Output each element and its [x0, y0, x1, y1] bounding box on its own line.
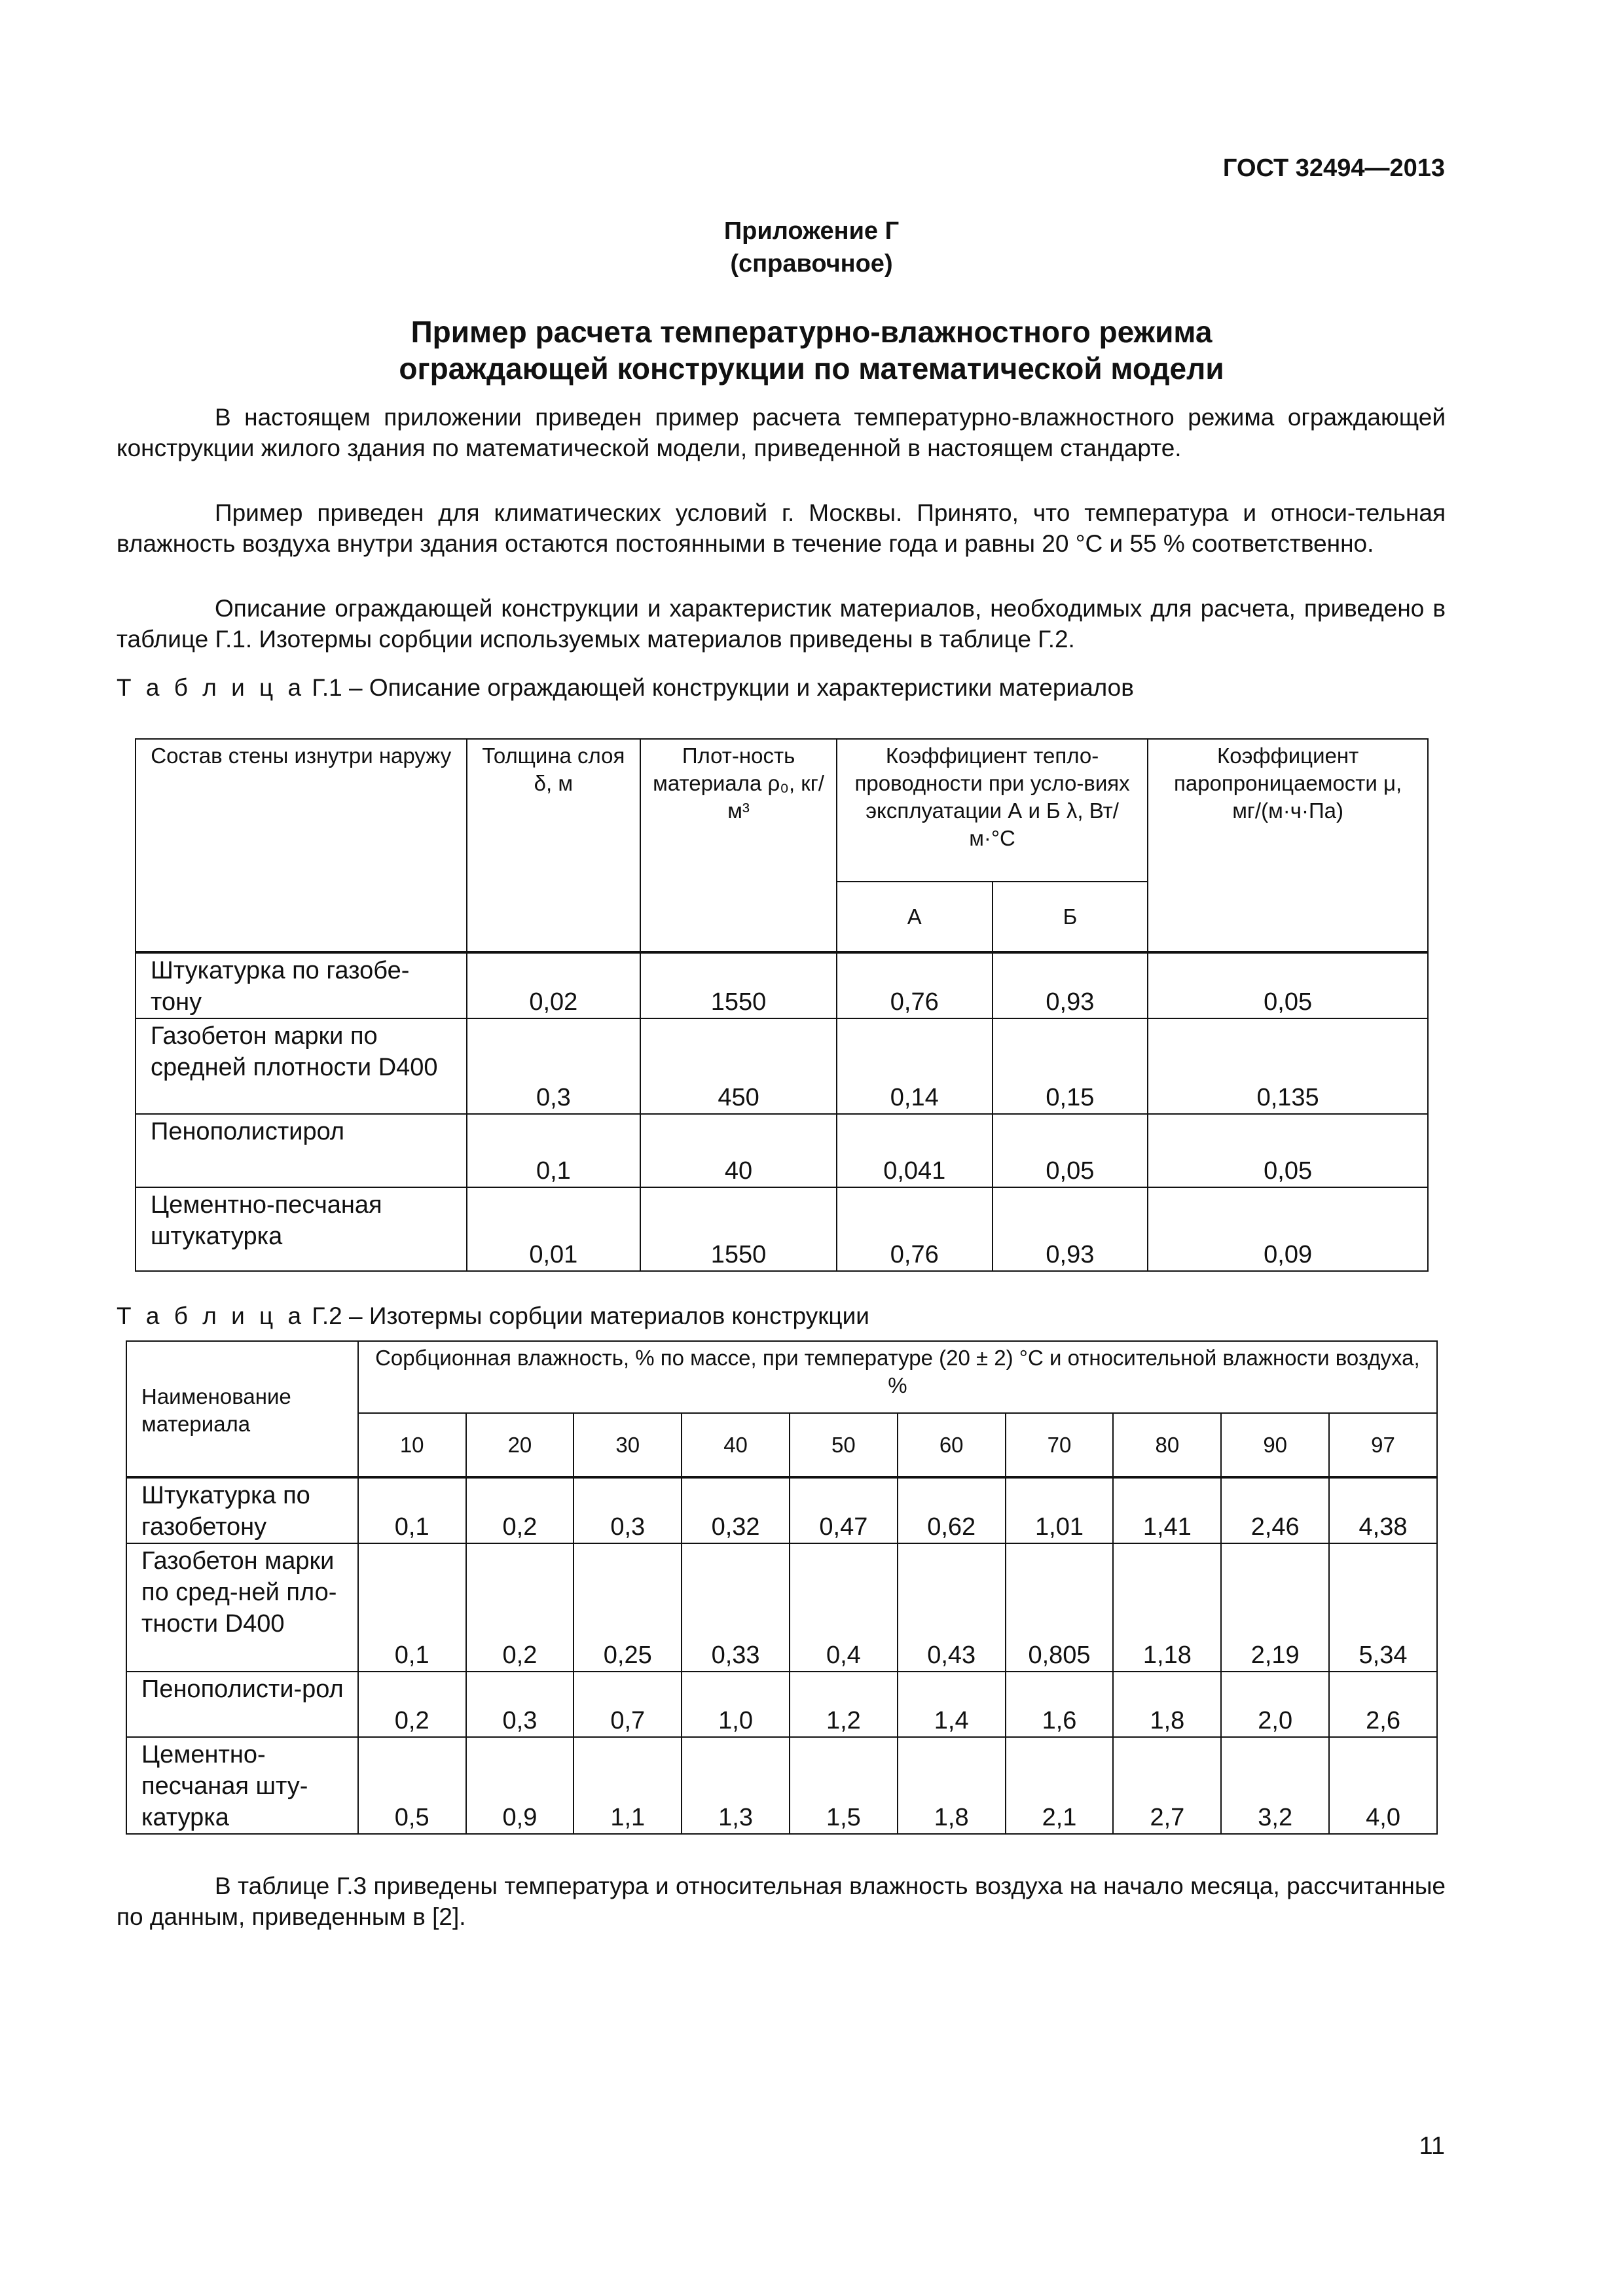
cell-sorption: 2,1: [1006, 1737, 1114, 1834]
header-humidity-60: 60: [898, 1413, 1006, 1477]
cell-lambda-a: 0,041: [837, 1114, 993, 1187]
cell-thickness: 0,01: [467, 1187, 641, 1271]
paragraph-2: Пример приведен для климатических условий г. Москвы. Принято, что температура и относи-тельная влажность воздуха внутри здания остаются постоянными в течение года и равны 20 °С и 55 % соответственно.: [117, 499, 1446, 557]
header-humidity-97: 97: [1329, 1413, 1437, 1477]
header-humidity-70: 70: [1006, 1413, 1114, 1477]
page-number: 11: [1419, 2132, 1445, 2160]
table-row: [126, 1477, 1437, 1543]
table-row: [136, 1187, 1428, 1271]
row-material: Пенополистирол: [136, 1114, 467, 1187]
cell-density: 450: [640, 1018, 837, 1114]
cell-sorption: 1,18: [1113, 1543, 1221, 1672]
cell-thickness: 0,3: [467, 1018, 641, 1114]
cell-thickness: 0,1: [467, 1114, 641, 1187]
cell-sorption: 1,4: [898, 1672, 1006, 1737]
cell-sorption: 0,805: [1006, 1543, 1114, 1672]
header-density: Плот-ность материала ρ₀, кг/м³: [640, 739, 837, 952]
cell-lambda-a: 0,76: [837, 952, 993, 1018]
appendix-label: Приложение Г: [723, 217, 900, 245]
cell-sorption: 0,2: [466, 1477, 574, 1543]
cell-lambda-a: 0,76: [837, 1187, 993, 1271]
cell-permeability: 0,05: [1148, 952, 1428, 1018]
cell-lambda-b: 0,15: [993, 1018, 1148, 1114]
cell-sorption: 0,43: [898, 1543, 1006, 1672]
row-material: Газобетон марки по сред-ней пло-тности D400: [126, 1543, 358, 1672]
header-thickness: Толщина слоя δ, м: [467, 739, 641, 952]
header-humidity-30: 30: [574, 1413, 682, 1477]
cell-sorption: 0,33: [682, 1543, 790, 1672]
cell-sorption: 2,7: [1113, 1737, 1221, 1834]
cell-sorption: 0,3: [574, 1477, 682, 1543]
table-row: [136, 952, 1428, 1018]
row-material: Пенополисти-рол: [126, 1672, 358, 1737]
cell-density: 1550: [640, 952, 837, 1018]
document-code: ГОСТ 32494—2013: [1222, 154, 1445, 182]
table-row: [126, 1672, 1437, 1737]
table-row: [136, 1114, 1428, 1187]
header-composition: Состав стены изнутри наружу: [136, 739, 467, 952]
cell-sorption: 1,5: [790, 1737, 898, 1834]
header-humidity-90: 90: [1221, 1413, 1329, 1477]
table1-caption: [117, 674, 1134, 702]
cell-sorption: 0,25: [574, 1543, 682, 1672]
cell-sorption: 0,2: [466, 1543, 574, 1672]
table-row: [136, 1018, 1428, 1114]
cell-sorption: 2,6: [1329, 1672, 1437, 1737]
header-humidity-20: 20: [466, 1413, 574, 1477]
table-row: [126, 1737, 1437, 1834]
table1-caption-text: Г.1 – Описание ограждающей конструкции и характеристики материалов: [305, 674, 1134, 701]
cell-sorption: 0,7: [574, 1672, 682, 1737]
appendix-type: (справочное): [730, 250, 893, 278]
cell-lambda-b: 0,05: [993, 1114, 1148, 1187]
title-line-2: ограждающей конструкции по математической модели: [399, 351, 1224, 386]
cell-sorption: 0,4: [790, 1543, 898, 1672]
cell-sorption: 0,1: [358, 1543, 466, 1672]
header-humidity-50: 50: [790, 1413, 898, 1477]
cell-density: 1550: [640, 1187, 837, 1271]
cell-sorption: 0,9: [466, 1737, 574, 1834]
cell-sorption: 1,0: [682, 1672, 790, 1737]
cell-sorption: 1,41: [1113, 1477, 1221, 1543]
cell-thickness: 0,02: [467, 952, 641, 1018]
cell-lambda-a: 0,14: [837, 1018, 993, 1114]
table-sorption: [126, 1340, 1438, 1835]
cell-sorption: 0,47: [790, 1477, 898, 1543]
cell-sorption: 1,8: [898, 1737, 1006, 1834]
row-material: Цементно-песчаная шту-катурка: [126, 1737, 358, 1834]
table1-caption-prefix: Т а б л и ц а: [117, 674, 306, 701]
cell-permeability: 0,05: [1148, 1114, 1428, 1187]
cell-lambda-b: 0,93: [993, 1187, 1148, 1271]
cell-sorption: 2,0: [1221, 1672, 1329, 1737]
table2-caption: [117, 1302, 869, 1330]
cell-sorption: 0,5: [358, 1737, 466, 1834]
header-material: Наименование материала: [126, 1341, 358, 1477]
cell-sorption: 2,19: [1221, 1543, 1329, 1672]
row-material: Штукатурка по газобетону: [126, 1477, 358, 1543]
paragraph-3: Описание ограждающей конструкции и характеристик материалов, необходимых для расчета, приведено в таблице Г.1. Изотермы сорбции используемых материалов приведены в таблице Г.2.: [117, 595, 1446, 653]
row-material: Газобетон марки по средней плотности D400: [136, 1018, 467, 1114]
cell-sorption: 0,62: [898, 1477, 1006, 1543]
cell-sorption: 2,46: [1221, 1477, 1329, 1543]
paragraph-1: В настоящем приложении приведен пример расчета температурно-влажностного режима ограждающей конструкции жилого здания по математической модели, приведенной в настоящем стандарте.: [117, 404, 1446, 461]
header-sorption-group: Сорбционная влажность, % по массе, при температуре (20 ± 2) °С и относительной влажности воздуха, %: [358, 1341, 1437, 1413]
cell-sorption: 1,2: [790, 1672, 898, 1737]
cell-sorption: 0,2: [358, 1672, 466, 1737]
cell-sorption: 4,38: [1329, 1477, 1437, 1543]
cell-sorption: 1,6: [1006, 1672, 1114, 1737]
row-material: Цементно-песчаная штукатурка: [136, 1187, 467, 1271]
cell-sorption: 0,3: [466, 1672, 574, 1737]
table2-caption-prefix: Т а б л и ц а: [117, 1302, 306, 1329]
header-humidity-10: 10: [358, 1413, 466, 1477]
header-condition-a: А: [837, 882, 993, 952]
header-humidity-40: 40: [682, 1413, 790, 1477]
cell-sorption: 1,3: [682, 1737, 790, 1834]
header-condition-b: Б: [993, 882, 1148, 952]
cell-lambda-b: 0,93: [993, 952, 1148, 1018]
cell-sorption: 1,1: [574, 1737, 682, 1834]
header-conductivity: Коэффициент тепло-проводности при усло-виях эксплуатации А и Б λ, Вт/м·°С: [837, 739, 1148, 882]
cell-sorption: 5,34: [1329, 1543, 1437, 1672]
cell-permeability: 0,135: [1148, 1018, 1428, 1114]
cell-sorption: 1,8: [1113, 1672, 1221, 1737]
header-permeability: Коэффициент паропроницаемости μ, мг/(м·ч·Па): [1148, 739, 1428, 952]
cell-sorption: 4,0: [1329, 1737, 1437, 1834]
cell-sorption: 1,01: [1006, 1477, 1114, 1543]
paragraph-4: В таблице Г.3 приведены температура и относительная влажность воздуха на начало месяца, рассчитанные по данным, приведенным в [2].: [117, 1873, 1446, 1930]
table-row: [126, 1543, 1437, 1672]
cell-sorption: 0,32: [682, 1477, 790, 1543]
table2-caption-text: Г.2 – Изотермы сорбции материалов конструкции: [305, 1302, 869, 1329]
cell-permeability: 0,09: [1148, 1187, 1428, 1271]
cell-sorption: 3,2: [1221, 1737, 1329, 1834]
cell-sorption: 0,1: [358, 1477, 466, 1543]
cell-density: 40: [640, 1114, 837, 1187]
table-materials: [135, 738, 1429, 1272]
row-material: Штукатурка по газобе-тону: [136, 952, 467, 1018]
title-line-1: Пример расчета температурно-влажностного режима: [410, 315, 1213, 349]
header-humidity-80: 80: [1113, 1413, 1221, 1477]
